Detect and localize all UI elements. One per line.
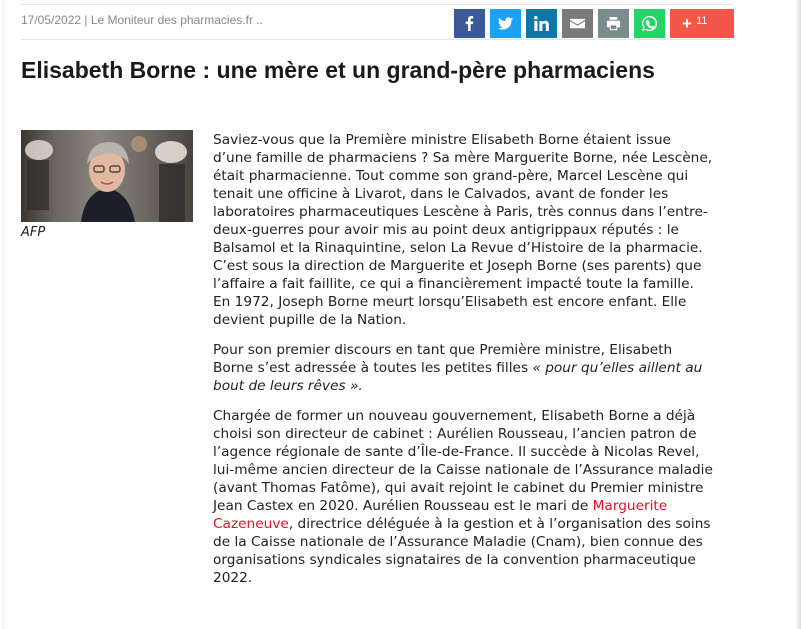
share-linkedin-button[interactable]	[526, 9, 557, 38]
share-whatsapp-button[interactable]	[634, 9, 665, 38]
plus-icon: +	[682, 14, 692, 33]
paragraph	[213, 407, 713, 587]
email-icon	[570, 16, 585, 31]
facebook-icon	[462, 16, 477, 31]
share-more-button[interactable]	[670, 9, 734, 38]
share-count: 11	[695, 14, 708, 27]
paragraph-text: Pour son premier discours en tant que Première ministre, Elisabeth Borne s’est adressée à toutes les petites filles	[213, 342, 673, 376]
share-facebook-button[interactable]	[454, 9, 485, 38]
right-edge-shadow	[795, 0, 801, 629]
article-title: Elisabeth Borne : une mère et un grand-père pharmaciens	[21, 57, 655, 83]
meta-separator: |	[81, 13, 91, 27]
person-link[interactable]: Marguerite Cazeneuve	[213, 498, 668, 532]
share-toolbar	[454, 9, 734, 38]
article-meta-bar	[21, 4, 733, 40]
whatsapp-icon	[642, 16, 657, 31]
portrait-image	[21, 130, 193, 222]
linkedin-icon	[534, 16, 549, 31]
quote-text: « pour qu’elles aillent au bout de leurs rêves ».	[213, 360, 703, 394]
article-meta	[21, 13, 263, 27]
print-button[interactable]	[598, 9, 629, 38]
publish-date: 17/05/2022	[21, 13, 82, 27]
paragraph-text: , directrice déléguée à la gestion et à l’organisation des soins de la Caisse nationale de l’Assurance Maladie (Cnam), bien connue des organisations syndicales signataires de la convention pharmaceutique 2022.	[213, 516, 711, 586]
photo-caption: AFP	[21, 225, 46, 240]
source-name: Le Moniteur des pharmacies.fr ..	[90, 13, 263, 27]
paragraph: Saviez-vous que la Première ministre Elisabeth Borne étaient issue d’une famille de pharmaciens ? Sa mère Marguerite Borne, née Lescène, était pharmacienne. Tout comme son grand-père, Marcel Lescène qui tenait une officine à Livarot, dans le Calvados, avant de fonder les laboratoires pharmaceutiques Lescène à Paris, très connus dans l’entre-deux-guerres pour avoir mis au point deux antigrippaux réputés : le Balsamol et la Rinaquintine, selon La Revue d’Histoire de la pharmacie. C’est sous la direction de Marguerite et Joseph Borne (ses parents) que l’affaire a fait faillite, ce qui a financièrement impacté toute la famille. En 1972, Joseph Borne meurt lorsqu’Elisabeth est encore enfant. Elle devient pupille de la Nation.	[213, 132, 713, 328]
paragraph-text: Chargée de former un nouveau gouvernement, Elisabeth Borne a déjà choisi son directeur de cabinet : Aurélien Rousseau, l’ancien patron de l’agence régionale de sante d’Île-de-France. Il succède à Nicolas Revel, lui-même ancien directeur de la Caisse nationale de l’Assurance maladie (avant Thomas Fatôme), qui avait rejoint le cabinet du Premier ministre Jean Castex en 2020. Aurélien Rousseau est le mari de	[213, 408, 713, 514]
share-twitter-button[interactable]	[490, 9, 521, 38]
article-body	[213, 131, 713, 599]
twitter-icon	[498, 16, 513, 31]
article-photo[interactable]	[21, 130, 193, 222]
share-email-button[interactable]	[562, 9, 593, 38]
paragraph	[213, 341, 713, 395]
print-icon	[606, 16, 621, 31]
